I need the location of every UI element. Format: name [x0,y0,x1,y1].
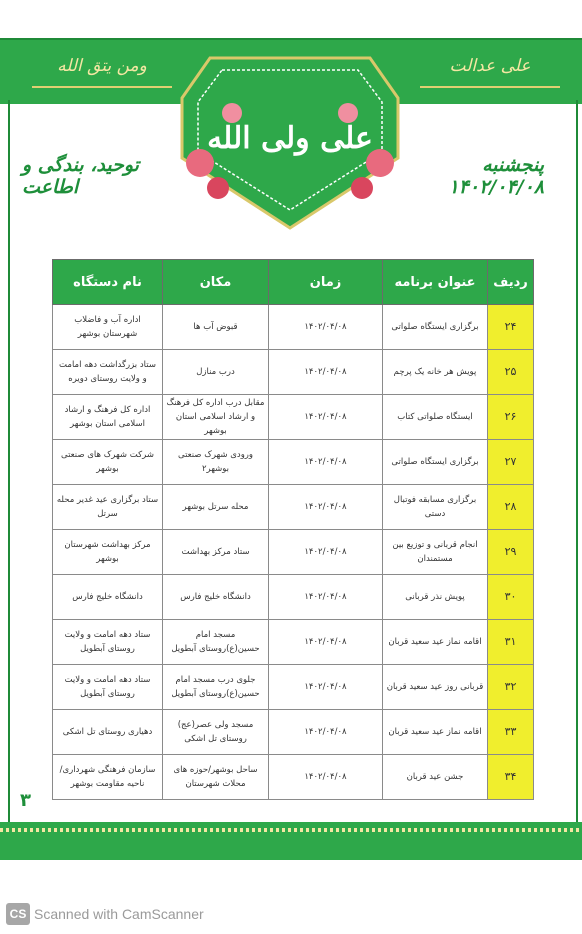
date-title: پنجشنبه ۱۴۰۲/۰۴/۰۸ [448,154,544,198]
time-cell: ۱۴۰۲/۰۴/۰۸ [269,305,383,350]
table-row [53,755,534,800]
table-header-row [53,260,534,305]
place-cell: درب منازل [163,350,269,395]
time-cell: ۱۴۰۲/۰۴/۰۸ [269,710,383,755]
place-cell: مقابل درب اداره کل فرهنگ و ارشاد اسلامی استان بوشهر [163,395,269,440]
emblem-calligraphy: علی ولی الله [207,121,373,156]
rose-icon [351,177,373,199]
table-row [53,620,534,665]
place-cell: جلوی درب مسجد امام حسین(ع)روستای آبطویل [163,665,269,710]
table-row [53,440,534,485]
program-table [52,259,534,800]
organization-cell: ستاد بزرگداشت دهه امامت و ولایت روستای دویره [53,350,163,395]
row-number: ۲۶ [488,395,534,440]
header-organization: نام دستگاه [53,260,163,305]
table-row [53,305,534,350]
scanner-label: Scanned with CamScanner [34,906,204,922]
emblem [170,38,410,234]
row-number: ۳۰ [488,575,534,620]
organization-cell: شرکت شهرک های صنعتی بوشهر [53,440,163,485]
table-row [53,575,534,620]
time-cell: ۱۴۰۲/۰۴/۰۸ [269,350,383,395]
organization-cell: دهیاری روستای تل اشکی [53,710,163,755]
header-program: عنوان برنامه [383,260,488,305]
table-row [53,485,534,530]
scanner-watermark [6,903,204,925]
place-cell: ورودی شهرک صنعتی بوشهر۲ [163,440,269,485]
program-cell: اقامه نماز عید سعید قربان [383,620,488,665]
program-cell: قربانی روز عید سعید قربان [383,665,488,710]
time-cell: ۱۴۰۲/۰۴/۰۸ [269,575,383,620]
slogan-title: توحید، بندگی و اطاعت [22,154,139,198]
program-cell: ایستگاه صلواتی کتاب [383,395,488,440]
place-cell: محله سرتل بوشهر [163,485,269,530]
time-cell: ۱۴۰۲/۰۴/۰۸ [269,485,383,530]
row-number: ۲۷ [488,440,534,485]
place-cell: ساحل بوشهر/حوزه های محلات شهرستان [163,755,269,800]
organization-cell: ستاد دهه امامت و ولایت روستای آبطویل [53,665,163,710]
table-row [53,710,534,755]
row-number: ۲۸ [488,485,534,530]
time-cell: ۱۴۰۲/۰۴/۰۸ [269,395,383,440]
row-number: ۲۵ [488,350,534,395]
program-cell: برگزاری ایستگاه صلواتی [383,305,488,350]
organization-cell: ستاد برگزاری عید غدیر محله سرتل [53,485,163,530]
program-cell: انجام قربانی و توزیع بین مستمندان [383,530,488,575]
header-time: زمان [269,260,383,305]
footer-band [0,822,582,860]
rose-icon [338,103,358,123]
row-number: ۲۹ [488,530,534,575]
row-number: ۳۲ [488,665,534,710]
organization-cell: اداره آب و فاضلاب شهرستان بوشهر [53,305,163,350]
place-cell: قبوض آب ها [163,305,269,350]
program-cell: برگزاری ایستگاه صلواتی [383,440,488,485]
time-cell: ۱۴۰۲/۰۴/۰۸ [269,665,383,710]
place-cell: مسجد ولی عصر(عج) روستای تل اشکی [163,710,269,755]
table-row [53,395,534,440]
program-cell: جشن عید قربان [383,755,488,800]
rose-icon [222,103,242,123]
organization-cell: اداره کل فرهنگ و ارشاد اسلامی استان بوشهر [53,395,163,440]
calligraphy-left: ومن یتق الله [32,46,172,88]
time-cell: ۱۴۰۲/۰۴/۰۸ [269,755,383,800]
row-number: ۳۴ [488,755,534,800]
row-number: ۳۱ [488,620,534,665]
footer-stripe [0,828,582,832]
time-cell: ۱۴۰۲/۰۴/۰۸ [269,620,383,665]
time-cell: ۱۴۰۲/۰۴/۰۸ [269,440,383,485]
organization-cell: مرکز بهداشت شهرستان بوشهر [53,530,163,575]
header-row-number: ردیف [488,260,534,305]
row-number: ۲۴ [488,305,534,350]
program-cell: پویش نذر قربانی [383,575,488,620]
organization-cell: دانشگاه خلیج فارس [53,575,163,620]
program-cell: برگزاری مسابقه فوتبال دستی [383,485,488,530]
place-cell: دانشگاه خلیج فارس [163,575,269,620]
table-row [53,350,534,395]
header-place: مکان [163,260,269,305]
place-cell: مسجد امام حسین(ع)روستای آبطویل [163,620,269,665]
organization-cell: سازمان فرهنگی شهرداری/ناحیه مقاومت بوشهر [53,755,163,800]
program-cell: پویش هر خانه یک پرچم [383,350,488,395]
calligraphy-right: علی عدالت [420,46,560,88]
time-cell: ۱۴۰۲/۰۴/۰۸ [269,530,383,575]
rose-icon [207,177,229,199]
program-cell: اقامه نماز عید سعید قربان [383,710,488,755]
place-cell: ستاد مرکز بهداشت [163,530,269,575]
table-row [53,665,534,710]
camscanner-logo-icon: CS [6,903,30,925]
table-row [53,530,534,575]
page-number: ۳ [20,790,31,811]
organization-cell: ستاد دهه امامت و ولایت روستای آبطویل [53,620,163,665]
row-number: ۳۳ [488,710,534,755]
